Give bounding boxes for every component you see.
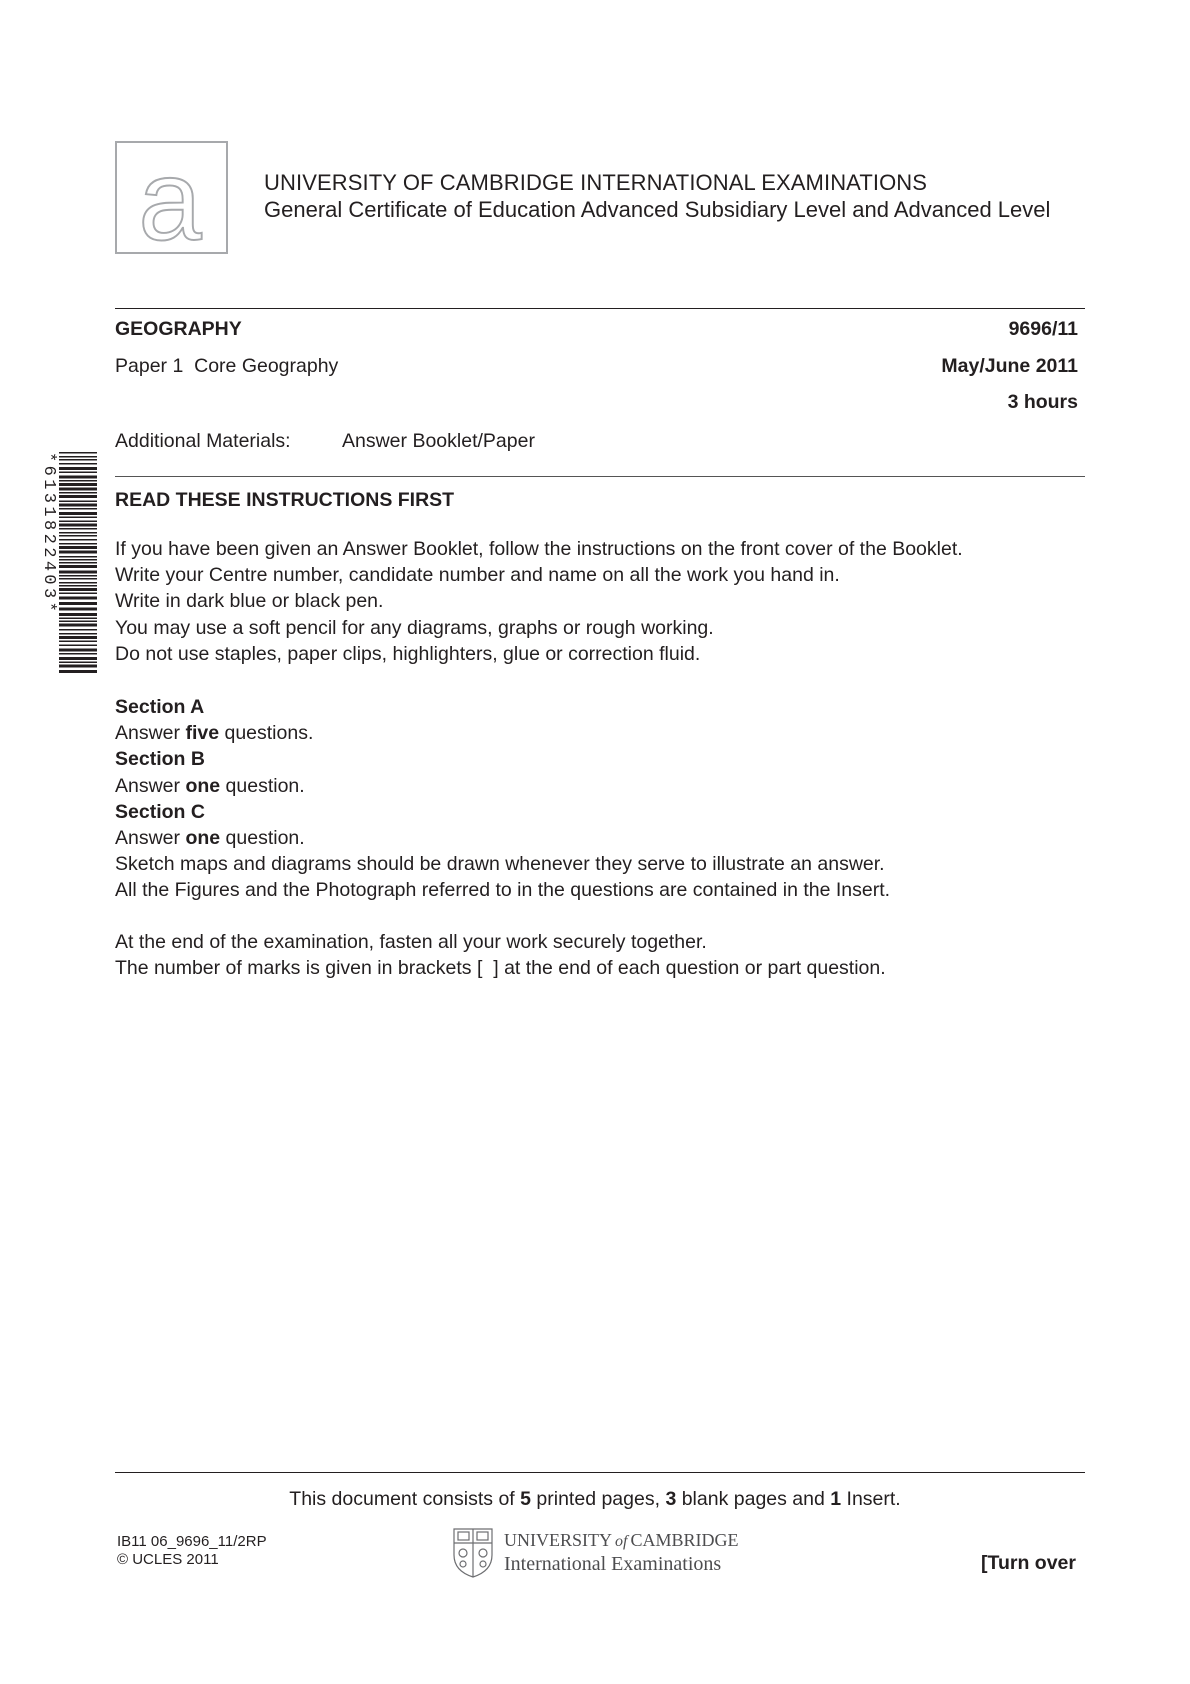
barcode-bar	[59, 670, 97, 673]
exam-duration: 3 hours	[1007, 391, 1078, 413]
barcode-bar	[59, 633, 97, 635]
barcode-bar	[59, 629, 97, 631]
barcode-bar	[59, 649, 97, 652]
cie-letter-logo	[115, 141, 228, 254]
barcode-bar	[59, 593, 97, 595]
svg-text:International Examinations: International Examinations	[504, 1553, 722, 1575]
barcode-bar	[59, 641, 97, 643]
barcode-bar	[59, 559, 97, 561]
barcode-bar	[59, 480, 97, 482]
barcode-bar	[59, 488, 97, 491]
barcode-bar	[59, 618, 97, 620]
shield-icon	[454, 1529, 492, 1577]
general-instructions	[115, 536, 963, 667]
barcode-bar	[59, 492, 97, 494]
qualification-title: General Certificate of Education Advanced Subsidiary Level and Advanced Level	[264, 197, 1051, 222]
section-c-instruction: Answer one question.	[115, 827, 305, 850]
figures-instruction: All the Figures and the Photograph referred to in the questions are contained in the Insert.	[115, 879, 891, 902]
barcode-bar	[59, 645, 97, 647]
barcode-bar	[59, 665, 97, 668]
logo-letter: a	[138, 143, 202, 252]
barcode-bar	[59, 582, 97, 584]
cambridge-logo	[452, 1527, 752, 1579]
section-b-title: Section B	[115, 748, 205, 771]
barcode-bar	[59, 483, 97, 486]
section-c-title: Section C	[115, 800, 205, 823]
barcode-bar	[59, 624, 97, 627]
barcode-bar	[59, 501, 97, 503]
copyright: © UCLES 2011	[117, 1551, 219, 1568]
barcode-bar	[59, 585, 97, 587]
barcode-bar	[59, 613, 97, 616]
instructions-divider	[115, 476, 1085, 477]
barcode-bar	[59, 543, 97, 545]
marks-instruction: The number of marks is given in brackets [ ] at the end of each question or part question.	[115, 957, 886, 980]
barcode-bar	[59, 472, 97, 474]
barcode-bar	[59, 495, 97, 498]
barcode-bar	[59, 456, 97, 458]
instructions-heading: READ THESE INSTRUCTIONS FIRST	[115, 489, 455, 511]
barcode-bar	[59, 597, 97, 600]
top-divider	[115, 308, 1085, 309]
barcode-bar	[59, 571, 97, 574]
barcode-bar	[59, 528, 97, 530]
section-b-instruction: Answer one question.	[115, 774, 305, 797]
barcode-bar	[59, 512, 97, 515]
barcode-bar	[59, 532, 97, 534]
fasten-instruction: At the end of the examination, fasten all your work securely together.	[115, 931, 707, 953]
barcode-bar	[59, 467, 97, 470]
candidate-barcode	[37, 452, 99, 676]
section-a-title: Section A	[115, 696, 205, 718]
barcode-bar	[59, 657, 97, 660]
instruction-line: If you have been given an Answer Booklet, follow the instructions on the front cover of the Booklet.	[115, 538, 963, 560]
barcode-bar	[59, 517, 97, 519]
subject-title: GEOGRAPHY	[115, 318, 242, 340]
barcode-bar	[59, 636, 97, 639]
barcode-bar	[59, 546, 97, 549]
barcode-bar	[59, 662, 97, 664]
end-instructions	[115, 929, 886, 981]
barcode-bar	[59, 588, 97, 591]
barcode-bar	[59, 621, 97, 623]
sketch-instruction: Sketch maps and diagrams should be drawn whenever they serve to illustrate an answer.	[115, 853, 885, 876]
section-instructions	[115, 694, 890, 904]
barcode-bar	[59, 608, 97, 611]
barcode-bar	[59, 463, 97, 465]
footer-divider	[115, 1472, 1085, 1473]
barcode-bar	[59, 452, 97, 454]
barcode-bar	[59, 653, 97, 655]
barcode-bar	[59, 476, 97, 479]
section-a-instruction: Answer five questions.	[115, 722, 314, 745]
barcode-bar	[59, 575, 97, 577]
institution-title: UNIVERSITY OF CAMBRIDGE INTERNATIONAL EXAMINATIONS	[264, 170, 928, 195]
paper-title: Paper 1 Core Geography	[115, 355, 339, 377]
reference-code: IB11 06_9696_11/2RP	[117, 1533, 267, 1550]
barcode-bar	[59, 551, 97, 554]
svg-text:UNIVERSITYofCAMBRIDGE: UNIVERSITY of CAMBRIDGE	[504, 1530, 739, 1550]
exam-session: May/June 2011	[941, 355, 1078, 377]
barcode-bar	[59, 602, 97, 605]
barcode-bars	[59, 452, 97, 673]
instruction-line: Do not use staples, paper clips, highlighters, glue or correction fluid.	[115, 642, 701, 665]
document-pages-note: This document consists of 5 printed pages, 3 blank pages and 1 Insert.	[289, 1488, 901, 1510]
instruction-line: You may use a soft pencil for any diagrams, graphs or rough working.	[115, 616, 714, 639]
materials-value: Answer Booklet/Paper	[342, 430, 535, 452]
turn-over: [Turn over	[981, 1552, 1076, 1574]
barcode-bar	[59, 508, 97, 510]
materials-label: Additional Materials:	[115, 430, 291, 452]
barcode-bar	[59, 504, 97, 507]
barcode-bar	[59, 539, 97, 541]
barcode-bar	[59, 556, 97, 558]
syllabus-code: 9696/11	[1008, 318, 1078, 340]
barcode-bar	[59, 459, 97, 461]
barcode-bar	[59, 524, 97, 527]
instruction-line: Write in dark blue or black pen.	[115, 590, 384, 613]
instruction-line: Write your Centre number, candidate number and name on all the work you hand in.	[115, 564, 840, 587]
barcode-bar	[59, 562, 97, 564]
barcode-bar	[59, 565, 97, 568]
barcode-text: *6131822403*	[39, 452, 58, 616]
barcode-bar	[59, 535, 97, 537]
barcode-bar	[59, 521, 97, 523]
barcode-bar	[59, 578, 97, 580]
